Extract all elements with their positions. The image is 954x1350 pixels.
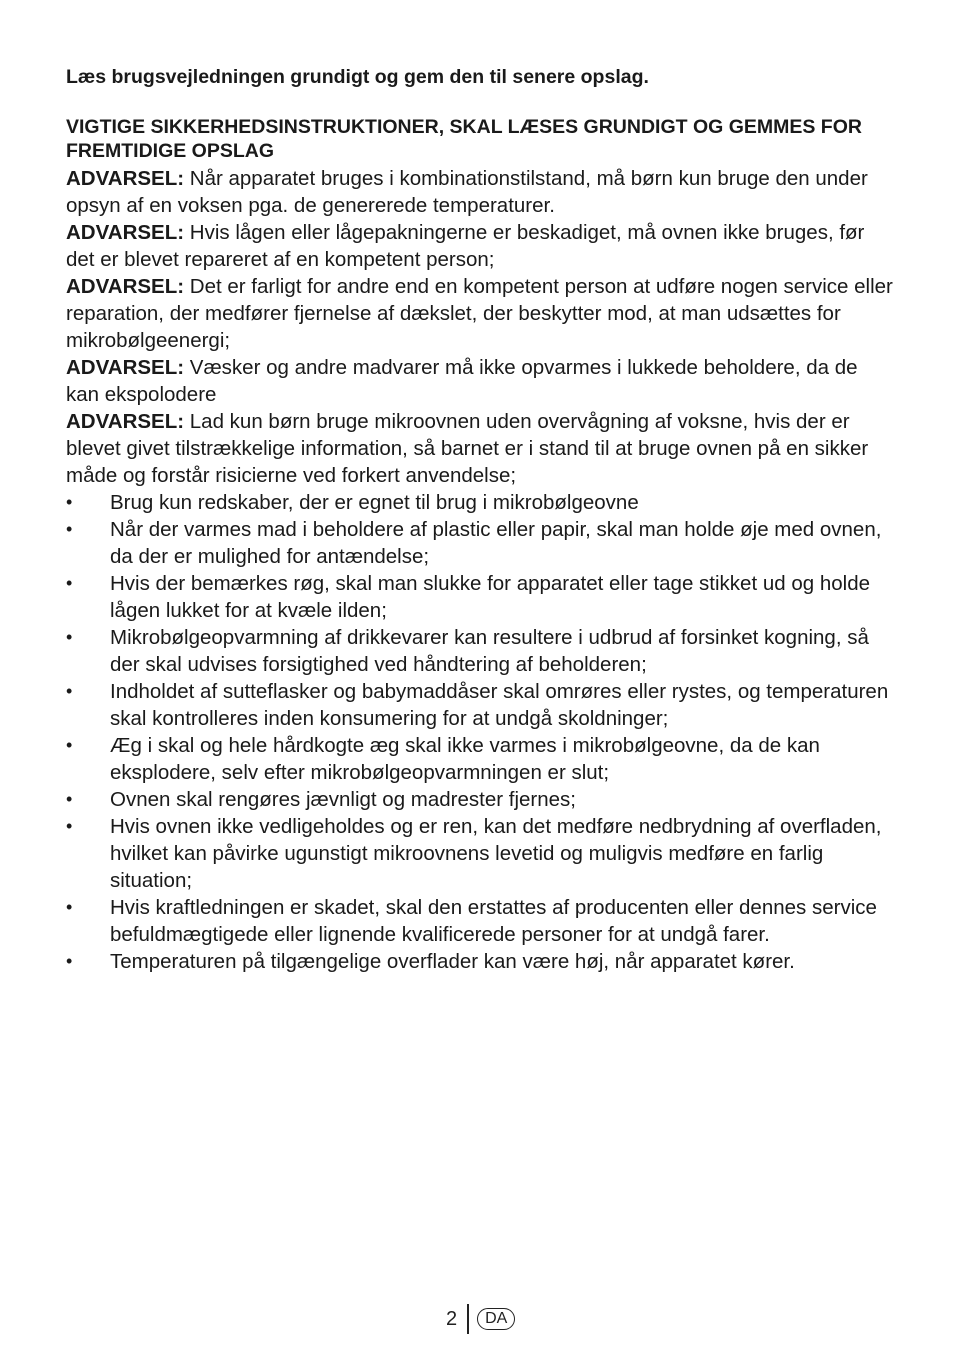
list-item — [66, 516, 896, 570]
bullet-icon: • — [66, 492, 73, 512]
safety-heading: VIGTIGE SIKKERHEDSINSTRUKTIONER, SKAL LÆSES GRUNDIGT OG GEMMES FOR FREMTIDIGE OPSLAG — [66, 116, 862, 162]
list-item-text: Indholdet af sutteflasker og babymaddåser skal omrøres eller rystes, og temperaturen skal kontrolleres inden konsumering for at undgå skoldninger; — [110, 680, 889, 730]
page-footer — [446, 1304, 515, 1334]
bullet-icon: • — [66, 681, 73, 701]
warning-item — [66, 219, 896, 273]
list-item-text: Hvis ovnen ikke vedligeholdes og er ren, kan det medføre nedbrydning af overfladen, hvilket kan påvirke ugunstigt mikroovnens levetid og muligvis medføre en farlig situation; — [110, 815, 882, 892]
list-item — [66, 732, 896, 786]
list-item — [66, 786, 896, 813]
language-badge: DA — [477, 1308, 515, 1330]
list-item-text: Brug kun redskaber, der er egnet til brug i mikrobølgeovne — [110, 491, 639, 514]
footer-divider — [467, 1304, 469, 1334]
warning-text: Væsker og andre madvarer må ikke opvarmes i lukkede beholdere, da de kan ekspolodere — [66, 356, 858, 406]
warning-label: ADVARSEL: — [66, 356, 185, 379]
warning-text: Lad kun børn bruge mikroovnen uden overvågning af voksne, hvis der er blevet givet tilstrækkelige information, så barnet er i stand til at bruge ovnen på en sikker måde og forstår risicierne ved forkert anvendelse; — [66, 410, 869, 487]
bullet-icon: • — [66, 789, 73, 809]
bullet-icon: • — [66, 573, 73, 593]
bullet-icon: • — [66, 816, 73, 836]
bullet-icon: • — [66, 735, 73, 755]
warning-text: Det er farligt for andre end en kompetent person at udføre nogen service eller reparation, der medfører fjernelse af dækslet, der beskytter mod, at man udsættes for mikrobølgeenergi; — [66, 275, 893, 352]
list-item-text: Mikrobølgeopvarmning af drikkevarer kan resultere i udbrud af forsinket kogning, så der skal udvises forsigtighed ved håndtering af beholderen; — [110, 626, 869, 676]
list-item-text: Ovnen skal rengøres jævnligt og madrester fjernes; — [110, 788, 577, 811]
warning-item — [66, 165, 896, 219]
warning-text: Hvis lågen eller lågepakningerne er beskadiget, må ovnen ikke bruges, før det er blevet repareret af en kompetent person; — [66, 221, 865, 271]
list-item — [66, 570, 896, 624]
page-number: 2 — [446, 1307, 458, 1330]
list-item-text: Hvis kraftledningen er skadet, skal den erstattes af producenten eller dennes service befuldmægtigede eller lignende kvalificerede personer for at undgå farer. — [110, 896, 877, 946]
list-item — [66, 489, 896, 516]
warning-item — [66, 354, 896, 408]
safety-bullet-list — [66, 489, 896, 975]
list-item — [66, 624, 896, 678]
warning-label: ADVARSEL: — [66, 167, 185, 190]
bullet-icon: • — [66, 627, 73, 647]
list-item-text: Æg i skal og hele hårdkogte æg skal ikke varmes i mikrobølgeovne, da de kan eksplodere, selv efter mikrobølgeopvarmningen er slut; — [110, 734, 820, 784]
warning-text: Når apparatet bruges i kombinationstilstand, må børn kun bruge den under opsyn af en voksen pga. de genererede temperaturer. — [66, 167, 868, 217]
warning-label: ADVARSEL: — [66, 410, 185, 433]
list-item-text: Temperaturen på tilgængelige overflader kan være høj, når apparatet kører. — [110, 950, 795, 973]
bullet-icon: • — [66, 951, 73, 971]
list-item-text: Når der varmes mad i beholdere af plastic eller papir, skal man holde øje med ovnen, da der er mulighed for antændelse; — [110, 518, 882, 568]
bullet-icon: • — [66, 897, 73, 917]
list-item — [66, 894, 896, 948]
warning-item — [66, 273, 896, 354]
warning-label: ADVARSEL: — [66, 275, 185, 298]
intro-text: Læs brugsvejledningen grundigt og gem den til senere opslag. — [66, 66, 649, 88]
list-item-text: Hvis der bemærkes røg, skal man slukke for apparatet eller tage stikket ud og holde lågen lukket for at kvæle ilden; — [110, 572, 870, 622]
warning-label: ADVARSEL: — [66, 221, 185, 244]
list-item — [66, 948, 896, 975]
document-page — [66, 64, 896, 975]
bullet-icon: • — [66, 519, 73, 539]
list-item — [66, 678, 896, 732]
warning-item — [66, 408, 896, 489]
list-item — [66, 813, 896, 894]
